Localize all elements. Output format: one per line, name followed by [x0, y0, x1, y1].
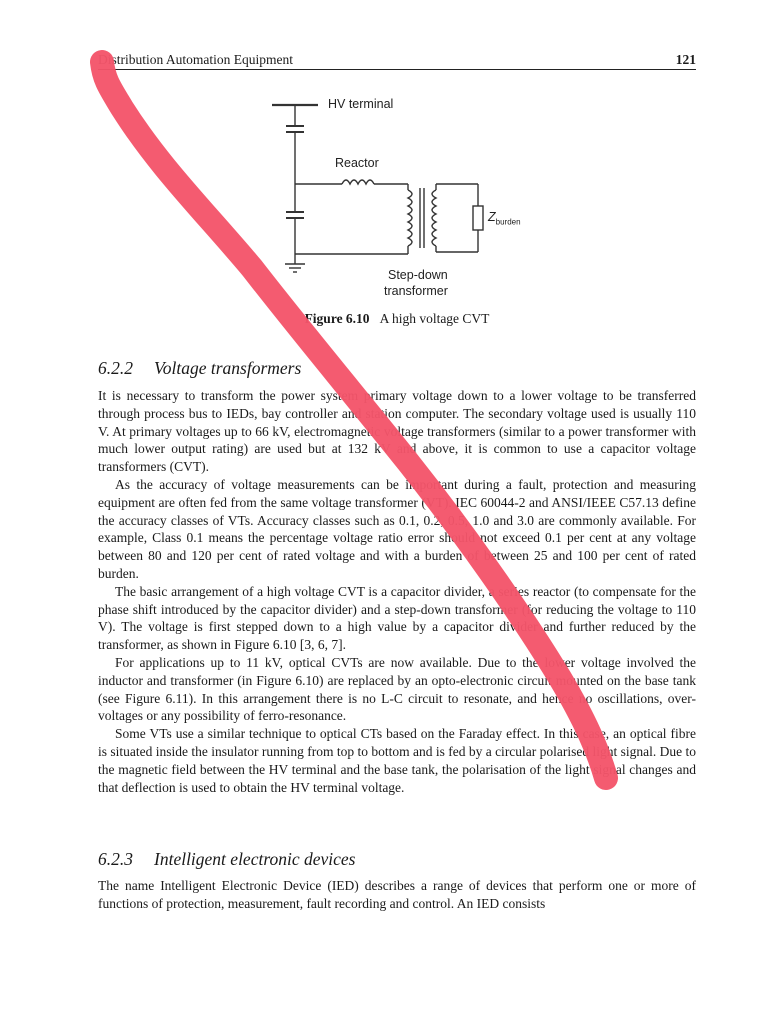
- running-head-title: Distribution Automation Equipment: [98, 52, 293, 67]
- hv-terminal-label: HV terminal: [328, 97, 394, 111]
- section-number: 6.2.2: [98, 358, 133, 378]
- z-subscript: burden: [495, 217, 521, 227]
- stepdown-label-line1: Step-down: [388, 268, 448, 282]
- section-title: Voltage transformers: [154, 358, 302, 378]
- page-number: 121: [675, 52, 696, 67]
- reactor-label: Reactor: [335, 156, 379, 170]
- z-symbol: Z: [488, 210, 496, 224]
- paragraph: For applications up to 11 kV, optical CVTs are now available. Due to the lower voltage involved the inductor and transformer (in Figure 6.10) are replaced by an opto-electronic circuit mounted on the base tank (see Figure 6.11). In this arrangement there is no L-C circuit to resonate, and hence no oscillations, over-voltages or any possibility of ferro-resonance.: [98, 654, 696, 724]
- paragraph: As the accuracy of voltage measurements can be important during a fault, protection and measuring equipment are often fed from the same voltage transformer (VT). IEC 60044-2 and ANSI/IEEE C57.13 define the accuracy classes of VTs. Accuracy classes such as 0.1, 0.2, 0.5, 1.0 and 3.0 are commonly available. For example, Class 0.1 means the percentage voltage ratio error should not exceed 0.1 per cent at any voltage between 80 and 120 per cent of rated voltage and with a burden of between 25 and 100 per cent of rated burden.: [98, 476, 696, 581]
- figure-caption-text: A high voltage CVT: [379, 311, 490, 326]
- paragraph: Some VTs use a similar technique to optical CTs based on the Faraday effect. In this case, an optical fibre is situated inside the insulator running from top to bottom and is fed by a circular polarised light signal. Due to the magnetic field between the HV terminal and the base tank, the polarisation of the light signal changes and that deflection is used to obtain the HV terminal voltage.: [98, 726, 697, 795]
- section-heading: [98, 848, 355, 870]
- section-number: 6.2.3: [98, 849, 133, 869]
- stepdown-label-line2: transformer: [384, 284, 448, 298]
- paragraph: It is necessary to transform the power system primary voltage down to a lower voltage to be transferred through process bus to IEDs, bay controller and station computer. The secondary voltage used is usually 110 V. At primary voltages up to 66 kV, electromagnetic voltage transformers (similar to a power transformer with much lower output rating) are used but at 132 kV and above, it is common to use a capacitor voltage transformers (CVT).: [98, 388, 696, 475]
- section-body: [98, 387, 696, 796]
- z-burden-label: [488, 210, 521, 227]
- section-title: Intelligent electronic devices: [154, 849, 356, 869]
- figure-number: Figure 6.10: [304, 311, 370, 326]
- paragraph: The name Intelligent Electronic Device (IED) describes a range of devices that perform one or more of functions of protection, measurement, fault recording and control. An IED consists: [98, 878, 696, 911]
- header-rule: [98, 69, 696, 70]
- cvt-figure: [260, 92, 540, 308]
- section-body: [98, 877, 696, 913]
- figure-caption: [98, 310, 696, 328]
- section-heading: [98, 357, 301, 379]
- paragraph: The basic arrangement of a high voltage CVT is a capacitor divider, a series reactor (to compensate for the phase shift introduced by the capacitor divider) and a step-down transformer (for reducing the voltage to 110 V). The voltage is first stepped down to a high value by a capacitor divider and further reduced by the transformer, as shown in Figure 6.10 [3, 6, 7].: [98, 583, 696, 653]
